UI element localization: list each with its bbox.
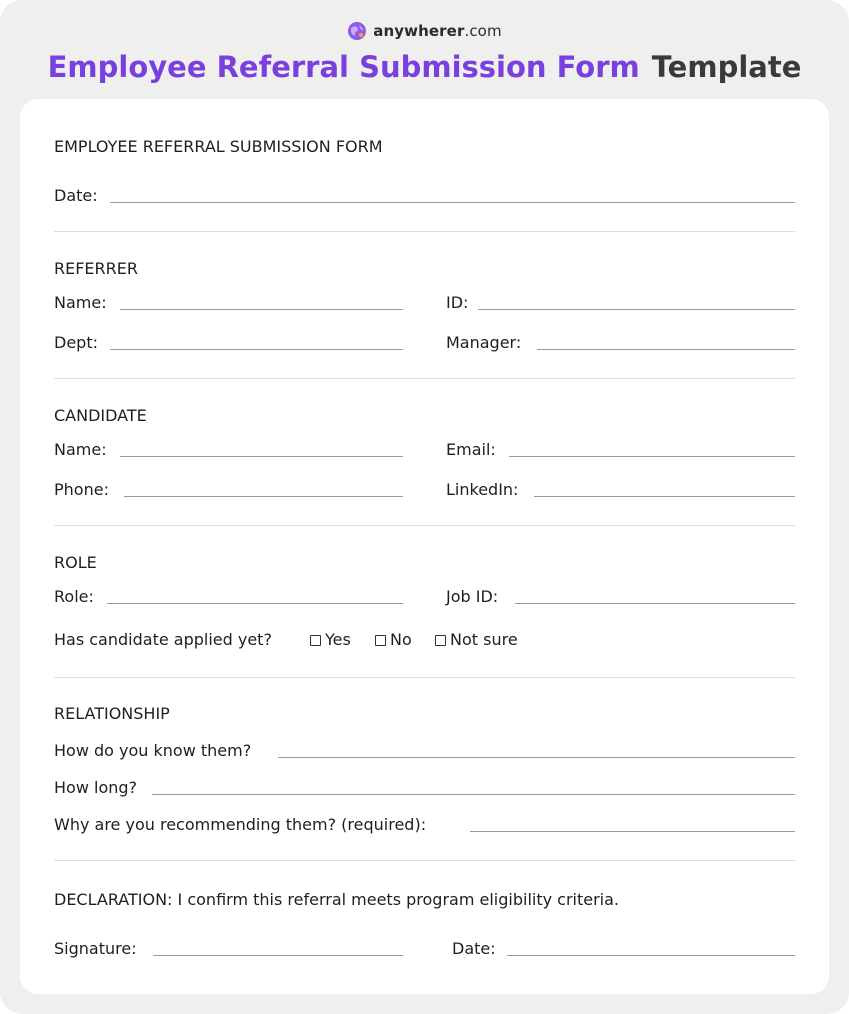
recommend-reason-label: Why are you recommending them? (required): (54, 815, 427, 834)
signature-field[interactable] (153, 955, 403, 956)
section-divider (54, 378, 795, 379)
job-id-label: Job ID: (446, 587, 499, 606)
role-label: Role: (54, 587, 94, 606)
section-divider (54, 231, 795, 232)
job-id-field[interactable] (515, 603, 795, 604)
declaration-date-label: Date: (452, 939, 496, 958)
checkbox-icon[interactable] (375, 635, 386, 646)
referrer-name-field[interactable] (120, 309, 403, 310)
how-long-field[interactable] (152, 794, 795, 795)
applied-option-not-sure[interactable]: Not sure (435, 630, 518, 650)
brand-name: anywherer (373, 22, 465, 40)
referrer-dept-field[interactable] (110, 349, 403, 350)
signature-label: Signature: (54, 939, 137, 958)
page-title-suffix: Template (651, 50, 802, 84)
referrer-id-field[interactable] (478, 309, 795, 310)
page-title-main: Employee Referral Submission Form (47, 50, 640, 84)
candidate-email-field[interactable] (509, 456, 795, 457)
candidate-email-label: Email: (446, 440, 496, 459)
referrer-manager-field[interactable] (537, 349, 795, 350)
form-title: EMPLOYEE REFERRAL SUBMISSION FORM (54, 137, 383, 156)
referrer-manager-label: Manager: (446, 333, 522, 352)
candidate-linkedin-field[interactable] (534, 496, 795, 497)
declaration-text: DECLARATION: I confirm this referral meets program eligibility criteria. (54, 890, 620, 909)
date-label: Date: (54, 186, 98, 205)
candidate-phone-label: Phone: (54, 480, 109, 499)
form-card (20, 99, 829, 994)
candidate-heading: CANDIDATE (54, 406, 147, 425)
know-them-label: How do you know them? (54, 741, 252, 760)
candidate-phone-field[interactable] (124, 496, 403, 497)
know-them-field[interactable] (278, 757, 795, 758)
candidate-linkedin-label: LinkedIn: (446, 480, 519, 499)
applied-option-yes[interactable]: Yes (310, 630, 351, 650)
referrer-dept-label: Dept: (54, 333, 98, 352)
candidate-name-label: Name: (54, 440, 107, 459)
referrer-heading: REFERRER (54, 259, 138, 278)
applied-option-no[interactable]: No (375, 630, 412, 650)
applied-question: Has candidate applied yet? (54, 630, 272, 649)
recommend-reason-field[interactable] (470, 831, 795, 832)
section-divider (54, 860, 795, 861)
relationship-heading: RELATIONSHIP (54, 704, 170, 723)
date-field[interactable] (110, 202, 795, 203)
globe-logo-icon (347, 21, 367, 41)
declaration-date-field[interactable] (507, 955, 795, 956)
checkbox-icon[interactable] (310, 635, 321, 646)
referrer-id-label: ID: (446, 293, 469, 312)
page-title (0, 50, 849, 84)
section-divider (54, 677, 795, 678)
role-field[interactable] (107, 603, 403, 604)
brand-logo (0, 20, 849, 42)
how-long-label: How long? (54, 778, 138, 797)
role-heading: ROLE (54, 553, 97, 572)
section-divider (54, 525, 795, 526)
brand-suffix: .com (464, 22, 502, 40)
candidate-name-field[interactable] (120, 456, 403, 457)
checkbox-icon[interactable] (435, 635, 446, 646)
referrer-name-label: Name: (54, 293, 107, 312)
